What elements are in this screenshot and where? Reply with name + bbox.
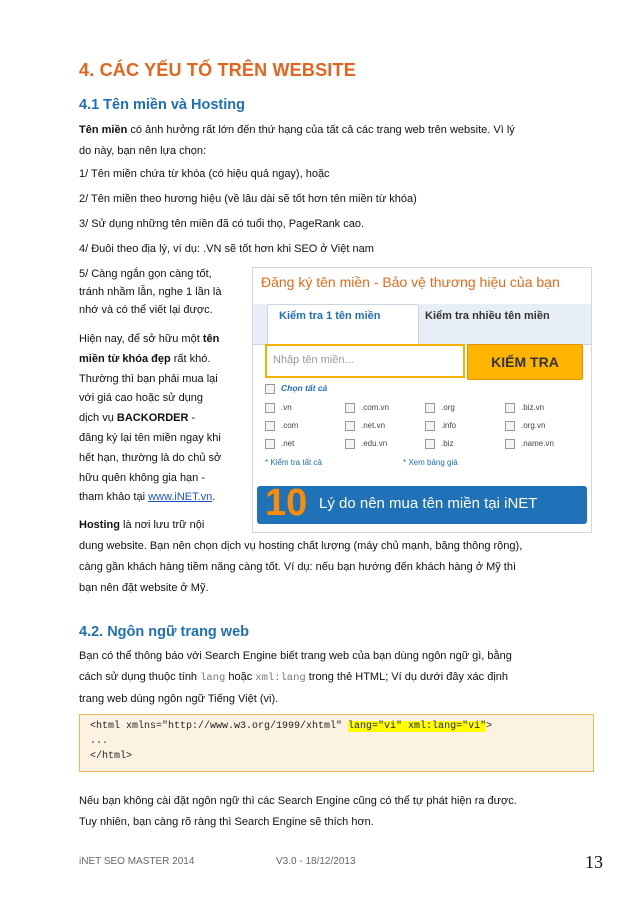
tld-checkbox[interactable] (265, 421, 275, 431)
para-bold: miền từ khóa đẹp (79, 352, 171, 365)
tld-checkbox[interactable] (345, 439, 355, 449)
tld-label: .vn (281, 403, 292, 412)
footer-center: V3.0 - 18/12/2013 (276, 856, 356, 867)
hosting-text: bạn nên đặt website ở Mỹ. (79, 582, 209, 594)
code-text: > (486, 721, 493, 732)
tld-checkbox[interactable] (505, 439, 515, 449)
lang-text: cách sử dụng thuộc tính (79, 671, 201, 683)
code-line (90, 721, 492, 732)
hosting-line1 (79, 515, 239, 536)
code-highlight: lang="vi" xml:lang="vi" (348, 721, 487, 732)
intro-paragraph (79, 120, 592, 162)
hosting-paragraph (79, 536, 592, 599)
item-5 (79, 265, 244, 319)
para-text: dịch vụ (79, 412, 117, 425)
para-text: Hiện nay, để sở hữu một (79, 333, 203, 345)
closing-text: Tuy nhiên, bạn càng rõ ràng thì Search Engine sẽ thích hơn. (79, 816, 374, 828)
tld-checkbox[interactable] (425, 421, 435, 431)
tld-label: .org.vn (521, 421, 546, 430)
banner-number: 10 (265, 482, 308, 524)
para-text: hữu quên không gia hạn - (79, 471, 206, 484)
inline-code: lang (200, 672, 226, 684)
inet-link[interactable]: www.iNET.vn (148, 491, 213, 504)
item-5-line: nhớ và có thể viết lại được. (79, 304, 213, 316)
hosting-text: là nơi lưu trữ nội (119, 519, 205, 531)
code-text: <html xmlns="http://www.w3.org/1999/xhtml" (90, 721, 349, 732)
lang-text: hoặc (225, 671, 256, 683)
check-button[interactable] (467, 344, 583, 380)
search-placeholder: Nhập tên miền... (273, 354, 354, 366)
para-text: - (188, 412, 196, 425)
para-bold: BACKORDER (116, 412, 189, 425)
section-4-2-heading: 4.2. Ngôn ngữ trang web (79, 624, 250, 640)
lang-text: Bạn có thể thông báo với Search Engine biết trang web của bạn dùng ngôn ngữ gì, bằng (79, 650, 512, 662)
intro-line2: do này, bạn nên lựa chọn: (79, 145, 207, 157)
tld-label: .com (281, 421, 299, 430)
domain-registration-screenshot (252, 267, 592, 533)
hosting-bold: Hosting (79, 519, 120, 531)
para-text: hết hạn, thường là do chủ sở (79, 451, 222, 464)
tld-label: .biz (441, 439, 454, 448)
tld-label: .edu.vn (361, 439, 388, 448)
para-bold: tên (202, 333, 220, 345)
tld-checkbox[interactable] (345, 403, 355, 413)
main-heading: 4. CÁC YẾU TỐ TRÊN WEBSITE (79, 60, 356, 80)
check-button-label: KIỂM TRA (491, 354, 559, 370)
language-paragraph (79, 646, 592, 710)
tld-checkbox[interactable] (505, 403, 515, 413)
tab-multi-domain[interactable]: Kiểm tra nhiều tên miền (425, 310, 550, 322)
tld-checkbox[interactable] (265, 403, 275, 413)
intro-line1: có ảnh hưởng rất lớn đến thứ hạng của tất cả các trang web trên website. Vì lý (127, 124, 515, 136)
tld-checkbox[interactable] (345, 421, 355, 431)
tld-checkbox[interactable] (505, 421, 515, 431)
code-line: ... (90, 736, 109, 747)
tld-label: .name.vn (521, 439, 554, 448)
ten-reasons-banner[interactable] (257, 482, 587, 524)
domain-paragraph (79, 330, 239, 508)
tld-label: .com.vn (361, 403, 390, 412)
tab-single-domain-label: Kiểm tra 1 tên miền (279, 310, 381, 322)
item-1: 1/ Tên miền chứa từ khóa (có hiệu quả ngay), hoặc (79, 168, 330, 180)
item-2: 2/ Tên miền theo hương hiệu (về lâu dài sẽ tốt hơn tên miền từ khóa) (79, 193, 417, 205)
inline-code: xml:lang (255, 672, 306, 684)
lang-text: trong thẻ HTML; Ví dụ dưới đây xác định (305, 671, 509, 683)
para-text: . (212, 491, 216, 504)
page-number: 13 (585, 852, 603, 872)
section-4-1-heading: 4.1 Tên miền và Hosting (79, 97, 245, 113)
hosting-text: càng gần khách hàng tiềm năng càng tốt. Ví dụ: nếu bạn hướng đến khách hàng ở Mỹ thì (79, 561, 517, 573)
intro-bold: Tên miền (79, 124, 128, 136)
para-text: Thường thì bạn phải mua lại (79, 372, 218, 385)
tld-checkbox[interactable] (425, 403, 435, 413)
tld-label: .biz.vn (521, 403, 545, 412)
item-5-line: 5/ Càng ngắn gọn càng tốt, (79, 268, 212, 280)
para-text: tham khảo tại (79, 491, 149, 504)
banner-text: Lý do nên mua tên miền tại iNET (319, 495, 538, 512)
para-text: rất khó. (170, 352, 211, 365)
item-4: 4/ Đuôi theo địa lý, ví dụ: .VN sẽ tốt hơn khi SEO ở Việt nam (79, 243, 374, 255)
screenshot-title: Đăng ký tên miền - Bảo vệ thương hiệu của bạn (261, 274, 560, 290)
para-text: với giá cao hoặc sử dụng (79, 392, 204, 405)
choose-all-checkbox[interactable] (265, 384, 275, 394)
check-all-link[interactable]: * Kiểm tra tất cả (265, 458, 322, 467)
tld-label: .net (281, 439, 295, 448)
domain-search-input[interactable] (265, 344, 465, 378)
hosting-text: dung website. Bạn nên chọn dịch vụ hosting chất lượng (máy chủ mạnh, băng thông rộng), (79, 540, 523, 552)
code-line: </html> (90, 751, 133, 762)
closing-text: Nếu bạn không cài đặt ngôn ngữ thì các Search Engine cũng có thể tự phát hiện ra được. (79, 795, 517, 807)
closing-paragraph (79, 791, 592, 833)
tld-label: .info (441, 421, 457, 430)
item-3: 3/ Sử dụng những tên miền đã có tuổi thọ, PageRank cao. (79, 218, 365, 230)
para-text: đăng ký lại tên miền ngay khi (79, 431, 221, 444)
tld-label: .net.vn (361, 421, 386, 430)
code-block (79, 714, 594, 772)
tld-label: .org (441, 403, 455, 412)
lang-text: trang web dùng ngôn ngữ Tiếng Việt (vi). (79, 693, 279, 705)
footer-left: iNET SEO MASTER 2014 (79, 856, 195, 867)
choose-all-label: Chọn tất cả (281, 383, 328, 393)
item-5-line: tránh nhầm lẫn, nghe 1 lần là (79, 286, 222, 298)
tld-checkbox[interactable] (265, 439, 275, 449)
price-table-link[interactable]: * Xem bảng giá (403, 458, 458, 467)
tld-checkbox[interactable] (425, 439, 435, 449)
